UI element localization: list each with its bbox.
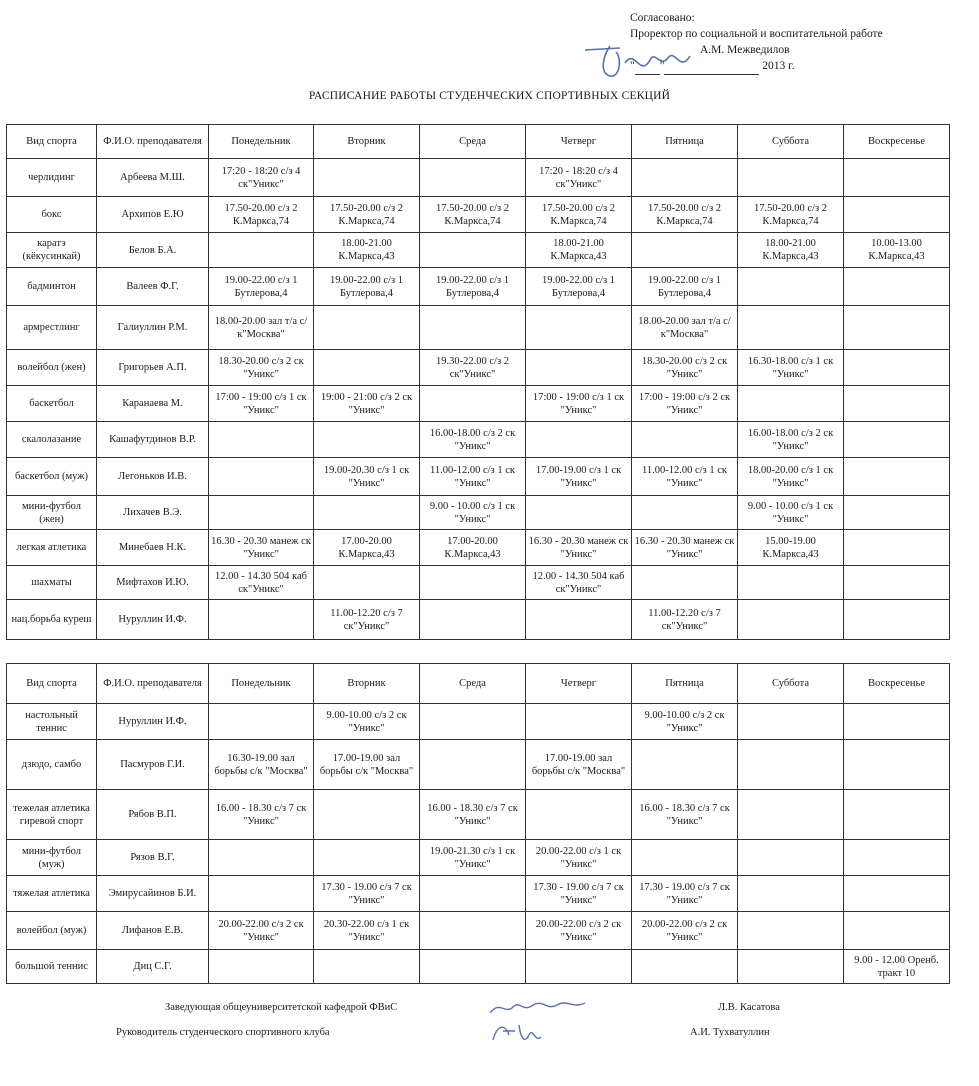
- schedule-cell: 20.00-22.00 с/з 2 ск "Уникс": [526, 912, 632, 950]
- sport-cell: тяжелая атлетика: [7, 876, 97, 912]
- schedule-table-1: [6, 124, 950, 640]
- schedule-cell: [420, 912, 526, 950]
- schedule-cell: [314, 950, 420, 984]
- schedule-cell: 16.30 - 20.30 манеж ск "Уникс": [526, 530, 632, 566]
- schedule-cell: [632, 950, 738, 984]
- sport-cell: скалолазание: [7, 422, 97, 458]
- column-header: Вторник: [314, 664, 420, 704]
- schedule-cell: [526, 790, 632, 840]
- approval-signature: [580, 38, 700, 88]
- table-row: [7, 566, 950, 600]
- schedule-cell: 12.00 - 14.30 504 каб ск"Уникс": [209, 566, 314, 600]
- schedule-cell: [844, 566, 950, 600]
- schedule-cell: [632, 233, 738, 268]
- schedule-cell: 17.00-19.00 зал борьбы с/к "Москва": [526, 740, 632, 790]
- schedule-cell: [844, 197, 950, 233]
- schedule-cell: [844, 876, 950, 912]
- schedule-cell: [632, 422, 738, 458]
- schedule-cell: [420, 233, 526, 268]
- schedule-cell: 19.00-22.00 с/з 1 Бутлерова,4: [209, 268, 314, 306]
- schedule-cell: [738, 566, 844, 600]
- schedule-cell: [844, 268, 950, 306]
- schedule-cell: [314, 496, 420, 530]
- column-header: Ф.И.О. преподавателя: [97, 664, 209, 704]
- schedule-cell: 17:00 - 19:00 с/з 1 ск "Уникс": [209, 386, 314, 422]
- schedule-cell: [314, 350, 420, 386]
- schedule-cell: 18.00-20.00 с/з 1 ск "Уникс": [738, 458, 844, 496]
- schedule-cell: [420, 159, 526, 197]
- schedule-cell: [738, 790, 844, 840]
- schedule-cell: 17.00-19.00 с/з 1 ск "Уникс": [526, 458, 632, 496]
- schedule-cell: [632, 740, 738, 790]
- schedule-cell: [526, 600, 632, 640]
- schedule-cell: 20.00-22.00 с/з 2 ск "Уникс": [209, 912, 314, 950]
- teacher-cell: Каранаева М.: [97, 386, 209, 422]
- schedule-cell: 19.00-22.00 с/з 1 Бутлерова,4: [632, 268, 738, 306]
- schedule-cell: [844, 422, 950, 458]
- schedule-cell: [526, 496, 632, 530]
- teacher-cell: Мифтахов И.Ю.: [97, 566, 209, 600]
- schedule-cell: 18.00-21.00 К.Маркса,43: [526, 233, 632, 268]
- column-header: Понедельник: [209, 125, 314, 159]
- schedule-cell: [738, 740, 844, 790]
- schedule-cell: [844, 306, 950, 350]
- column-header: Пятница: [632, 125, 738, 159]
- table-row: [7, 704, 950, 740]
- schedule-cell: [738, 840, 844, 876]
- schedule-cell: [844, 159, 950, 197]
- column-header: Понедельник: [209, 664, 314, 704]
- sport-cell: бокс: [7, 197, 97, 233]
- schedule-cell: [738, 950, 844, 984]
- sport-cell: баскетбол: [7, 386, 97, 422]
- footer-name-2: А.И. Тухватуллин: [690, 1027, 770, 1038]
- schedule-cell: 17:00 - 19:00 с/з 2 ск "Уникс": [632, 386, 738, 422]
- teacher-cell: Диц С.Г.: [97, 950, 209, 984]
- sport-cell: черлидинг: [7, 159, 97, 197]
- schedule-cell: [844, 530, 950, 566]
- schedule-cell: [420, 566, 526, 600]
- schedule-cell: 17.50-20.00 с/з 2 К.Маркса,74: [738, 197, 844, 233]
- schedule-cell: 17.00-19.00 зал борьбы с/к "Москва": [314, 740, 420, 790]
- schedule-cell: [526, 422, 632, 458]
- table-row: [7, 530, 950, 566]
- schedule-cell: 18.00-20.00 зал т/а с/к"Москва": [209, 306, 314, 350]
- teacher-cell: Легоньков И.В.: [97, 458, 209, 496]
- sport-cell: армрестлинг: [7, 306, 97, 350]
- schedule-cell: [844, 350, 950, 386]
- schedule-cell: 17.30 - 19.00 с/з 7 ск "Уникс": [632, 876, 738, 912]
- schedule-cell: 18.00-21.00 К.Маркса,43: [314, 233, 420, 268]
- column-header: Четверг: [526, 664, 632, 704]
- schedule-cell: 19.00-22.00 с/з 1 Бутлерова,4: [420, 268, 526, 306]
- schedule-cell: [420, 306, 526, 350]
- column-header: Четверг: [526, 125, 632, 159]
- schedule-cell: 17:20 - 18:20 с/з 4 ск"Уникс": [526, 159, 632, 197]
- footer-name-1: Л.В. Касатова: [718, 1002, 780, 1013]
- table-row: [7, 350, 950, 386]
- schedule-cell: [526, 350, 632, 386]
- schedule-cell: 11.00-12.20 с/з 7 ск"Уникс": [632, 600, 738, 640]
- sport-cell: тежелая атлетика гиревой спорт: [7, 790, 97, 840]
- table-row: [7, 950, 950, 984]
- schedule-cell: [209, 876, 314, 912]
- sport-cell: легкая атлетика: [7, 530, 97, 566]
- teacher-cell: Рябов В.П.: [97, 790, 209, 840]
- schedule-cell: [209, 496, 314, 530]
- schedule-table-2: [6, 663, 950, 984]
- schedule-cell: 20.30-22.00 с/з 1 ск "Уникс": [314, 912, 420, 950]
- table-row: [7, 159, 950, 197]
- table-row: [7, 496, 950, 530]
- schedule-cell: [844, 496, 950, 530]
- schedule-cell: [632, 496, 738, 530]
- schedule-cell: 18.00-21.00 К.Маркса,43: [738, 233, 844, 268]
- schedule-cell: 20.00-22.00 с/з 1 ск "Уникс": [526, 840, 632, 876]
- column-header: Среда: [420, 664, 526, 704]
- schedule-cell: 12.00 - 14.30 504 каб ск"Уникс": [526, 566, 632, 600]
- table-header-row: [7, 125, 950, 159]
- schedule-cell: [738, 600, 844, 640]
- schedule-cell: 16.00-18.00 с/з 2 ск "Уникс": [738, 422, 844, 458]
- schedule-cell: [420, 950, 526, 984]
- schedule-cell: 10.00-13.00 К.Маркса,43: [844, 233, 950, 268]
- schedule-cell: 19.30-22.00 с/з 2 ск"Уникс": [420, 350, 526, 386]
- schedule-cell: 17:00 - 19:00 с/з 1 ск "Уникс": [526, 386, 632, 422]
- teacher-cell: Минебаев Н.К.: [97, 530, 209, 566]
- schedule-cell: 17.00-20.00 К.Маркса,43: [314, 530, 420, 566]
- schedule-cell: 17.50-20.00 с/з 2 К.Маркса,74: [209, 197, 314, 233]
- column-header: Суббота: [738, 125, 844, 159]
- table-row: [7, 422, 950, 458]
- schedule-cell: 11.00-12.00 с/з 1 ск "Уникс": [632, 458, 738, 496]
- schedule-cell: 9.00-10.00 с/з 2 ск "Уникс": [632, 704, 738, 740]
- teacher-cell: Лихачев В.Э.: [97, 496, 209, 530]
- teacher-cell: Эмирусайинов Б.И.: [97, 876, 209, 912]
- teacher-cell: Нуруллин И.Ф.: [97, 704, 209, 740]
- schedule-cell: [738, 704, 844, 740]
- schedule-cell: [738, 876, 844, 912]
- approval-date-quote-2: ": [659, 60, 665, 72]
- schedule-cell: 16.30 - 20.30 манеж ск "Уникс": [632, 530, 738, 566]
- table-row: [7, 386, 950, 422]
- approval-agreed: Согласовано:: [630, 12, 695, 24]
- table-row: [7, 197, 950, 233]
- teacher-cell: Лифанов Е.В.: [97, 912, 209, 950]
- schedule-cell: [209, 704, 314, 740]
- page-title: РАСПИСАНИЕ РАБОТЫ СТУДЕНЧЕСКИХ СПОРТИВНЫХ СЕКЦИЙ: [308, 90, 671, 102]
- schedule-cell: [420, 876, 526, 912]
- schedule-cell: 19.00-22.00 с/з 1 Бутлерова,4: [526, 268, 632, 306]
- footer-role-2: Руководитель студенческого спортивного клуба: [116, 1027, 330, 1038]
- table-row: [7, 790, 950, 840]
- schedule-cell: [209, 950, 314, 984]
- schedule-cell: 9.00 - 10.00 с/з 1 ск "Уникс": [738, 496, 844, 530]
- schedule-cell: [314, 790, 420, 840]
- table-header-row: [7, 664, 950, 704]
- footer-role-1: Заведующая общеуниверситетской кафедрой ФВиС: [165, 1002, 398, 1013]
- sport-cell: мини-футбол (жен): [7, 496, 97, 530]
- schedule-cell: 18.30-20.00 с/з 2 ск "Уникс": [632, 350, 738, 386]
- schedule-cell: 11.00-12.20 с/з 7 ск"Уникс": [314, 600, 420, 640]
- footer-signatures: [485, 995, 595, 1050]
- schedule-cell: [632, 566, 738, 600]
- schedule-cell: 17.30 - 19.00 с/з 7 ск "Уникс": [526, 876, 632, 912]
- schedule-cell: 17.30 - 19.00 с/з 7 ск "Уникс": [314, 876, 420, 912]
- schedule-cell: [209, 600, 314, 640]
- schedule-cell: 16.30 - 20.30 манеж ск "Уникс": [209, 530, 314, 566]
- schedule-cell: [420, 600, 526, 640]
- schedule-cell: [209, 233, 314, 268]
- schedule-cell: [526, 950, 632, 984]
- schedule-cell: [844, 790, 950, 840]
- column-header: Суббота: [738, 664, 844, 704]
- schedule-cell: 18.30-20.00 с/з 2 ск "Уникс": [209, 350, 314, 386]
- table-row: [7, 306, 950, 350]
- schedule-cell: [420, 740, 526, 790]
- column-header: Среда: [420, 125, 526, 159]
- schedule-cell: [844, 600, 950, 640]
- sport-cell: настольный теннис: [7, 704, 97, 740]
- column-header: Воскресенье: [844, 664, 950, 704]
- teacher-cell: Валеев Ф.Г.: [97, 268, 209, 306]
- schedule-cell: 20.00-22.00 с/з 2 ск "Уникс": [632, 912, 738, 950]
- table-row: [7, 233, 950, 268]
- sport-cell: дзюдо, самбо: [7, 740, 97, 790]
- schedule-cell: [209, 422, 314, 458]
- schedule-cell: [314, 422, 420, 458]
- schedule-cell: 19.00-22.00 с/з 1 Бутлерова,4: [314, 268, 420, 306]
- schedule-cell: [738, 159, 844, 197]
- schedule-cell: 16.00-18.00 с/з 2 ск "Уникс": [420, 422, 526, 458]
- column-header: Пятница: [632, 664, 738, 704]
- column-header: Ф.И.О. преподавателя: [97, 125, 209, 159]
- sport-cell: шахматы: [7, 566, 97, 600]
- teacher-cell: Григорьев А.П.: [97, 350, 209, 386]
- schedule-cell: [844, 740, 950, 790]
- sport-cell: каратэ (кёкусинкай): [7, 233, 97, 268]
- schedule-cell: 16.00 - 18.30 с/з 7 ск "Уникс": [632, 790, 738, 840]
- schedule-cell: [844, 458, 950, 496]
- approval-date-quote-1: ": [630, 60, 635, 72]
- schedule-cell: [632, 159, 738, 197]
- teacher-cell: Пасмуров Г.И.: [97, 740, 209, 790]
- schedule-cell: [632, 840, 738, 876]
- schedule-cell: [738, 268, 844, 306]
- schedule-cell: [314, 306, 420, 350]
- schedule-cell: 17:20 - 18:20 с/з 4 ск"Уникс": [209, 159, 314, 197]
- schedule-cell: [738, 912, 844, 950]
- teacher-cell: Рязов В.Г.: [97, 840, 209, 876]
- schedule-cell: 11.00-12.00 с/з 1 ск "Уникс": [420, 458, 526, 496]
- sport-cell: нац.борьба куреш: [7, 600, 97, 640]
- sport-cell: волейбол (жен): [7, 350, 97, 386]
- schedule-cell: [844, 912, 950, 950]
- teacher-cell: Нуруллин И.Ф.: [97, 600, 209, 640]
- column-header: Вторник: [314, 125, 420, 159]
- schedule-cell: 17.50-20.00 с/з 2 К.Маркса,74: [314, 197, 420, 233]
- teacher-cell: Архипов Е.Ю: [97, 197, 209, 233]
- table-row: [7, 600, 950, 640]
- schedule-cell: [738, 386, 844, 422]
- schedule-cell: 17.50-20.00 с/з 2 К.Маркса,74: [526, 197, 632, 233]
- teacher-cell: Кашафутдинов В.Р.: [97, 422, 209, 458]
- table-row: [7, 740, 950, 790]
- column-header: Воскресенье: [844, 125, 950, 159]
- schedule-cell: [844, 704, 950, 740]
- column-header: Вид спорта: [7, 125, 97, 159]
- schedule-cell: 9.00 - 10.00 с/з 1 ск "Уникс": [420, 496, 526, 530]
- sport-cell: бадминтон: [7, 268, 97, 306]
- schedule-cell: 16.00 - 18.30 с/з 7 ск "Уникс": [209, 790, 314, 840]
- schedule-cell: [314, 159, 420, 197]
- schedule-cell: 18.00-20.00 зал т/а с/к"Москва": [632, 306, 738, 350]
- schedule-cell: [844, 840, 950, 876]
- approval-year: 2013 г.: [762, 60, 795, 72]
- schedule-cell: [209, 840, 314, 876]
- schedule-cell: 19:00 - 21:00 с/з 2 ск "Уникс": [314, 386, 420, 422]
- teacher-cell: Галиуллин Р.М.: [97, 306, 209, 350]
- sport-cell: баскетбол (муж): [7, 458, 97, 496]
- schedule-cell: [526, 704, 632, 740]
- sport-cell: волейбол (муж): [7, 912, 97, 950]
- schedule-cell: 9.00 - 12.00 Оренб. тракт 10: [844, 950, 950, 984]
- schedule-cell: 16.00 - 18.30 с/з 7 ск "Уникс": [420, 790, 526, 840]
- schedule-cell: 19.00-21.30 с/з 1 ск "Уникс": [420, 840, 526, 876]
- schedule-cell: [738, 306, 844, 350]
- schedule-cell: [314, 840, 420, 876]
- sport-cell: большой теннис: [7, 950, 97, 984]
- schedule-cell: [314, 566, 420, 600]
- schedule-cell: 9.00-10.00 с/з 2 ск "Уникс": [314, 704, 420, 740]
- schedule-cell: [420, 704, 526, 740]
- schedule-cell: 16.30-18.00 с/з 1 ск "Уникс": [738, 350, 844, 386]
- schedule-cell: 16.30-19.00 зал борьбы с/к "Москва": [209, 740, 314, 790]
- approval-position: Проректор по социальной и воспитательной работе: [630, 28, 883, 40]
- schedule-cell: 19.00-20.30 с/з 1 ск "Уникс": [314, 458, 420, 496]
- table-row: [7, 840, 950, 876]
- table-row: [7, 268, 950, 306]
- schedule-cell: 17.50-20.00 с/з 2 К.Маркса,74: [632, 197, 738, 233]
- schedule-cell: [526, 306, 632, 350]
- teacher-cell: Арбеева М.Ш.: [97, 159, 209, 197]
- table-row: [7, 912, 950, 950]
- schedule-cell: [844, 386, 950, 422]
- approval-signer: А.М. Межведилов: [700, 44, 790, 56]
- sport-cell: мини-футбол (муж): [7, 840, 97, 876]
- schedule-cell: 15.00-19.00 К.Маркса,43: [738, 530, 844, 566]
- column-header: Вид спорта: [7, 664, 97, 704]
- teacher-cell: Белов Б.А.: [97, 233, 209, 268]
- table-row: [7, 876, 950, 912]
- table-row: [7, 458, 950, 496]
- schedule-cell: 17.00-20.00 К.Маркса,43: [420, 530, 526, 566]
- schedule-cell: 17.50-20.00 с/з 2 К.Маркса,74: [420, 197, 526, 233]
- schedule-cell: [420, 386, 526, 422]
- schedule-cell: [209, 458, 314, 496]
